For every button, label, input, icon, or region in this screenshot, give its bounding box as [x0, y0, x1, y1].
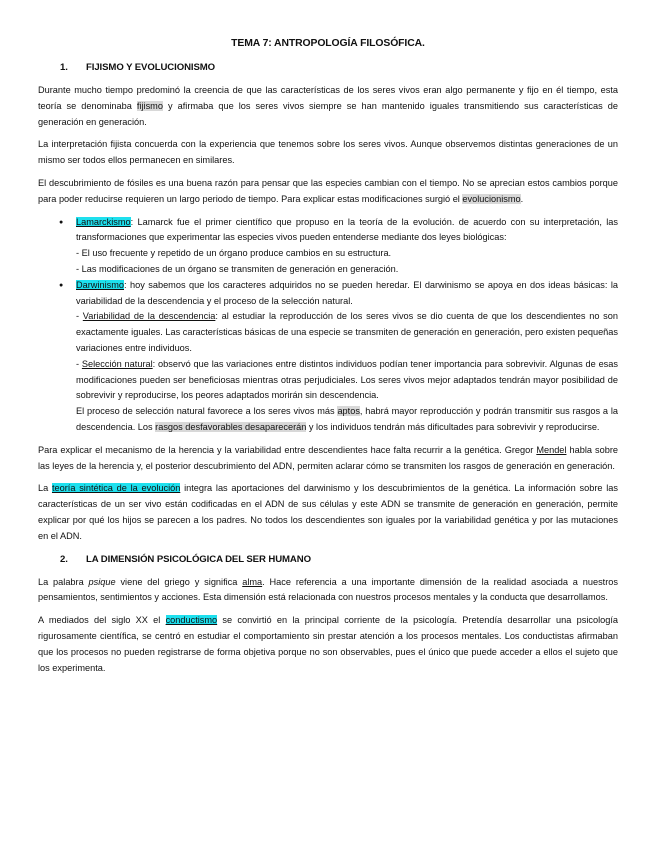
variabilidad-term: Variabilidad de la descendencia: [82, 311, 216, 322]
paragraph-conductismo: [38, 613, 618, 676]
text: , habrá mayor reproducción y podrán transmitir sus rasgos a la descendencia. Los: [76, 406, 619, 432]
section-1-number: 1.: [60, 62, 68, 73]
highlight-aptos: aptos: [337, 406, 360, 417]
text: El proceso de selección natural favorece a los seres vivos más: [76, 406, 338, 417]
theories-list: [38, 215, 618, 436]
document-page: [38, 36, 618, 683]
alma-term: alma: [242, 576, 263, 587]
text: El descubrimiento de fósiles es una buena razón para pensar que las especies cambian con el tiempo. No se aprecian estos cambios porque para poder reducirse requieren un largo periodo de tiempo. Para explicar estas modificaciones surgió el: [38, 177, 618, 204]
text: habla sobre las leyes de la herencia y, el posterior descubrimiento del ADN, permiten aclarar cómo se transmiten los rasgos de generación en generación.: [38, 444, 618, 471]
psique-term: psique: [88, 576, 116, 587]
seleccion-item: [76, 357, 618, 404]
paragraph-teoria-sintetica: [38, 481, 618, 544]
variabilidad-item: [76, 309, 618, 356]
dash: -: [76, 311, 83, 322]
document-title: TEMA 7: ANTROPOLOGÍA FILOSÓFICA.: [231, 38, 425, 49]
text: A mediados del siglo XX el: [38, 615, 166, 626]
section-2-number: 2.: [60, 553, 68, 565]
law-1: - El uso frecuente y repetido de un órgano produce cambios en su estructura.: [76, 248, 392, 259]
text: La: [38, 483, 52, 494]
list-item-lamarckismo: [76, 215, 618, 278]
text: : hoy sabemos que los caracteres adquiridos no se pueden heredar. El darwinismo se apoya en dos ideas básicas: la variabilidad de la descendencia y el proceso de la selección natural.: [76, 279, 618, 306]
section-2-title: LA DIMENSIÓN PSICOLÓGICA DEL SER HUMANO: [86, 553, 311, 565]
text: y los individuos tendrán más dificultades para sobrevivir y reproducirse.: [306, 421, 600, 432]
highlight-fijismo: fijismo: [136, 100, 163, 111]
text: viene del griego y significa: [115, 576, 243, 587]
list-item-darwinismo: [76, 278, 618, 436]
text: .: [520, 193, 524, 204]
highlight-darwinismo: Darwinismo: [76, 279, 124, 290]
paragraph-fijista: La interpretación fijista concuerda con la experiencia que tenemos sobre los seres vivos. Aunque observemos distintas generaciones de un mismo ser todos ellos permanecen en similares.: [38, 139, 618, 166]
proceso-seleccion: [76, 404, 618, 436]
highlight-teoria-sintetica: teoría sintética de la evolución: [51, 483, 181, 494]
highlight-rasgos: rasgos desfavorables desaparecerán: [155, 421, 307, 432]
text: Durante mucho tiempo predominó la creencia de que las características de los seres vivos eran algo permanente y fijo en él tiempo, esta teoría se denominaba: [38, 85, 618, 111]
text: La palabra: [38, 576, 89, 587]
paragraph-fosiles: [38, 176, 618, 208]
dash: -: [76, 358, 82, 369]
highlight-evolucionismo: evolucionismo: [462, 193, 521, 204]
section-1-title: FIJISMO Y EVOLUCIONISMO: [86, 62, 216, 73]
text: se convirtió en la principal corriente de la psicología. Pretendía desarrollar una psicología rigurosamente científica, se centró en estudiar el comportamiento sin prestar atención a los procesos mentales. Los conductistas afirmaban que los procesos no pueden registrarse de forma objetiva porque no son observables, pues el único que puede acceder a ellos el sujeto que los experimenta.: [38, 615, 618, 673]
text: Para explicar el mecanismo de la herencia y la variabilidad entre descendientes hace falta recurrir a la genética. Gregor: [38, 444, 537, 455]
text: : Lamarck fue el primer científico que propuso en la teoría de la evolución. de acuerdo con su interpretación, las transformaciones que experimentar las especies vivos pueden entenderse mediante dos leyes biológicas:: [76, 216, 618, 243]
text: : al estudiar la reproducción de los seres vivos se dio cuenta de que los descendientes no son exactamente iguales. Las características básicas de una especie se transmiten de generación en generación, pero existen pequeñas variaciones entre individuos.: [76, 311, 618, 353]
text: y afirmaba que los seres vivos siempre se han mantenido iguales transmitiendo sus características de generación en generación.: [38, 100, 618, 127]
highlight-lamarckismo: Lamarckismo: [76, 216, 131, 227]
paragraph-psique: [38, 575, 618, 607]
text: . Hace referencia a una importante dimensión de la realidad asociada a nuestros pensamientos, sentimientos y acciones. Esta dimensión está relacionada con nuestros procesos mentales y la conducta que desarrollamos.: [38, 576, 618, 603]
section-2-heading: [38, 552, 618, 567]
law-2: - Las modificaciones de un órgano se transmiten de generación en generación.: [76, 263, 399, 274]
text: integra las aportaciones del darwinismo y los descubrimientos de la genética. La información sobre las características de un ser vivo están codificadas en el ADN de sus células y este ADN se transmite de generación en generación, permite explicar por qué los hijos se parecen a los padres. No todos los descendientes son iguales por la variabilidad genética y por las mutaciones en el ADN.: [38, 483, 618, 541]
paragraph-genetica: [38, 443, 618, 475]
highlight-conductismo: conductismo: [165, 615, 218, 626]
seleccion-term: Selección natural: [81, 358, 153, 369]
section-1-heading: [38, 60, 618, 75]
text: : observó que las variaciones entre distintos individuos podían tener importancia para sobrevivir. Algunas de esas modificaciones pueden ser beneficiosas mientras otras perjudiciales. Los seres vivos mejor adaptados tendrán mayor posibilidad de sobrevivir y reproducirse, los peores adaptados morirán sin descendencia.: [76, 358, 618, 401]
mendel-term: Mendel: [536, 444, 567, 455]
paragraph-fijismo: [38, 83, 618, 130]
